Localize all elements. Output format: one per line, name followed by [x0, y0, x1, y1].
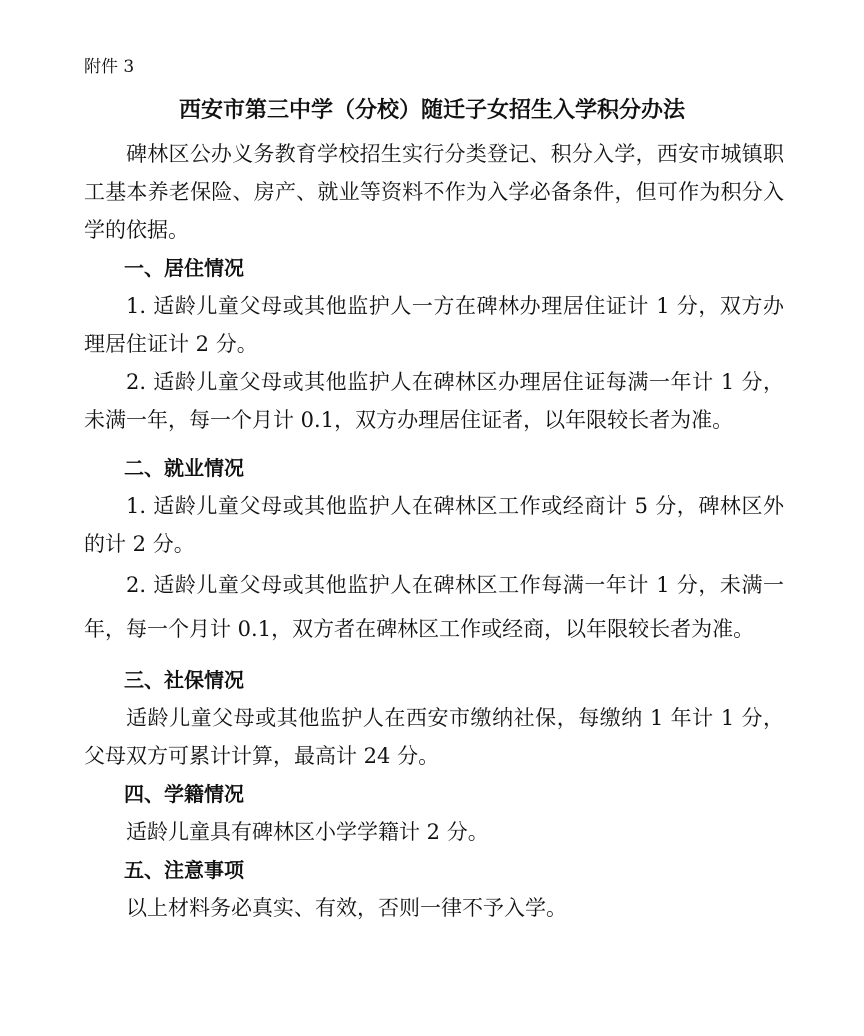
document-title: 西安市第三中学（分校）随迁子女招生入学积分办法	[178, 98, 685, 123]
social-security-item-1: 适龄儿童父母或其他监护人在西安市缴纳社保，每缴纳 1 年计 1 分，父母双方可累计计算，最高计 24 分。	[84, 706, 784, 768]
residence-item-2: 2. 适龄儿童父母或其他监护人在碑林区办理居住证每满一年计 1 分，未满一年，每一个月计 0.1，双方办理居住证者，以年限较长者为准。	[84, 370, 784, 432]
residence-item-1: 1. 适龄儿童父母或其他监护人一方在碑林办理居住证计 1 分，双方办理居住证计 2 分。	[84, 294, 784, 356]
section-heading-social-security: 三、社保情况	[124, 668, 244, 692]
attachment-label: 附件 3	[84, 57, 135, 77]
intro-paragraph: 碑林区公办义务教育学校招生实行分类登记、积分入学，西安市城镇职工基本养老保险、房产、就业等资料不作为入学必备条件，但可作为积分入学的依据。	[84, 142, 784, 242]
employment-item-2: 2. 适龄儿童父母或其他监护人在碑林区工作每满一年计 1 分，未满一年，每一个月计 0.1，双方者在碑林区工作或经商，以年限较长者为准。	[84, 573, 784, 641]
notes-item-1: 以上材料务必真实、有效，否则一律不予入学。	[126, 896, 567, 920]
section-heading-residence: 一、居住情况	[124, 256, 244, 280]
section-heading-school-status: 四、学籍情况	[124, 782, 244, 806]
document-body	[84, 135, 784, 927]
section-heading-employment: 二、就业情况	[124, 456, 244, 480]
school-status-item-1: 适龄儿童具有碑林区小学学籍计 2 分。	[126, 820, 489, 844]
employment-item-1: 1. 适龄儿童父母或其他监护人在碑林区工作或经商计 5 分，碑林区外的计 2 分。	[84, 494, 784, 556]
section-heading-notes: 五、注意事项	[124, 858, 244, 882]
